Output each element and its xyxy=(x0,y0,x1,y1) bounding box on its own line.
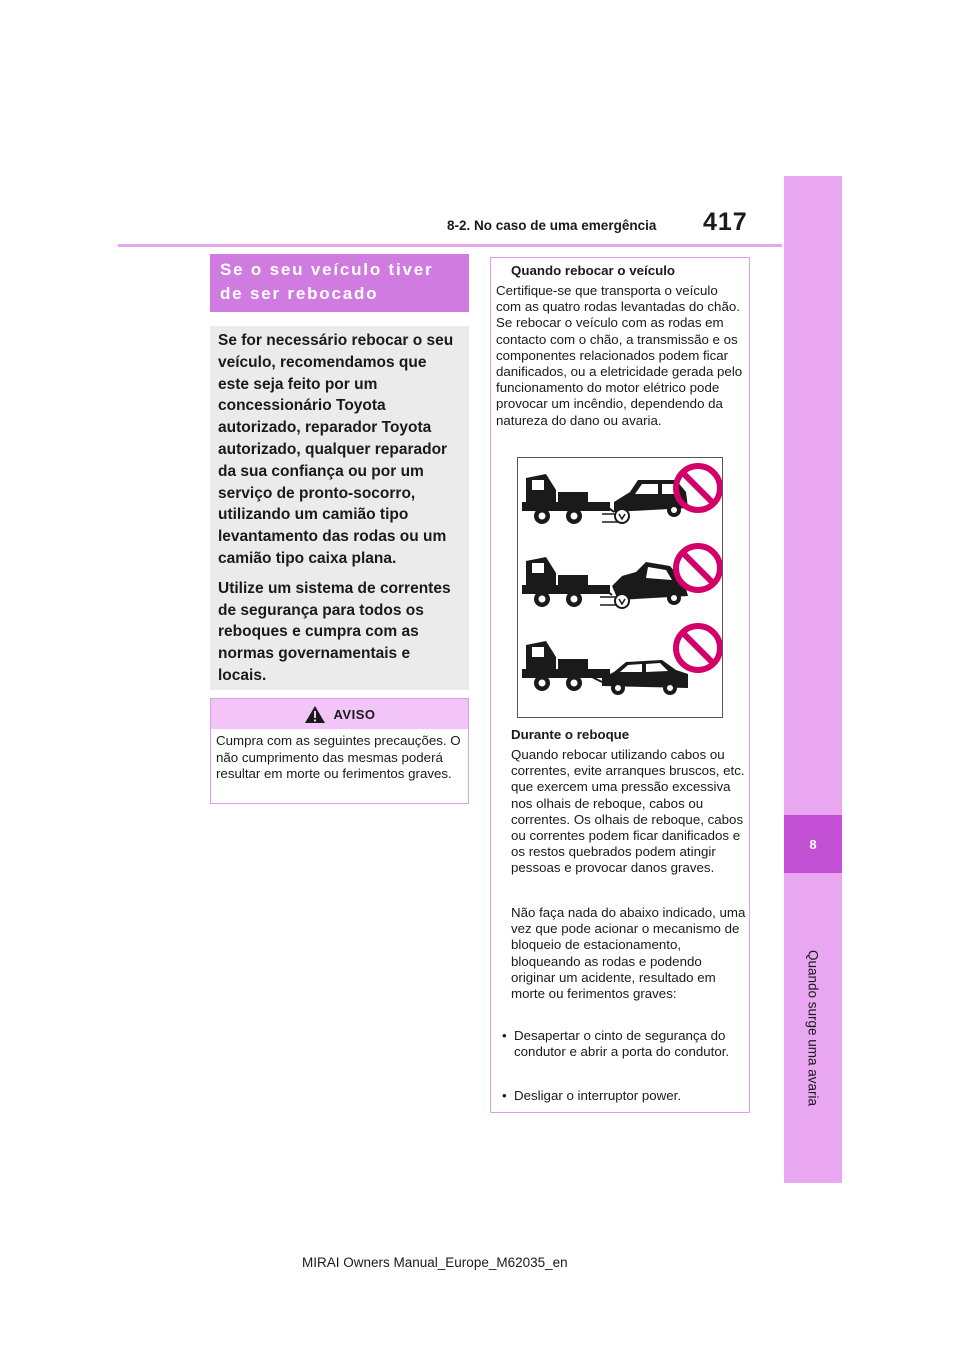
bullet-text-1: Desapertar o cinto de segurança do condutor e abrir a porta do condutor. xyxy=(514,1028,730,1060)
intro-box xyxy=(210,326,469,690)
during-towing-text: Quando rebocar utilizando cabos ou correntes, evite arranques bruscos, etc. que exercem uma pressão excessiva nos olhais de reboque, cabos ou correntes. Os olhais de reboque, cabos ou correntes podem ficar danificados e os restos quebrados podem atingir pessoas e provocar danos graves. xyxy=(511,747,745,876)
bullet-item-1 xyxy=(494,1028,746,1060)
section-title: 8-2. No caso de uma emergência xyxy=(447,218,657,233)
chapter-title-text: Quando surge uma avaria xyxy=(805,949,821,1107)
bullet-dot: • xyxy=(502,1088,507,1103)
towing-illustration xyxy=(517,457,723,718)
during-towing-subheading: Durante o reboque xyxy=(511,727,630,742)
warning-title: AVISO xyxy=(333,706,376,722)
bullet-text-2: Desligar o interruptor power. xyxy=(514,1088,682,1103)
footer-doc-id: MIRAI Owners Manual_Europe_M62035_en xyxy=(302,1255,568,1270)
warning-triangle-icon xyxy=(304,705,326,724)
towing-methods-svg xyxy=(518,458,722,717)
tow-row-2 xyxy=(522,546,720,608)
intro-paragraph-1: Se for necessário rebocar o seu veículo, recomendamos que este seja feito por um concessionário Toyota autorizado, reparador Toyota autorizado, qualquer reparador da sua confiança ou por um serviço de pronto-socorro, utilizando um camião tipo levantamento das rodas ou um camião tipo caixa plana. xyxy=(218,332,454,567)
bullet-dot: • xyxy=(502,1028,507,1043)
towing-text: Certifique-se que transporta o veículo com as quatro rodas levantadas do chão. Se rebocar o veículo com as rodas em contacto com o chão, a transmissão e os componentes relacionados podem ficar danificados, ou a eletricidade gerada pelo funcionamento do motor elétrico pode provocar um incêndio, dependendo da natureza do dano ou avaria. xyxy=(496,283,743,428)
warning-header xyxy=(211,699,468,729)
warning-text: Cumpra com as seguintes precauções. O não cumprimento das mesmas poderá resultar em morte ou ferimentos graves. xyxy=(216,733,461,781)
intro-paragraph-2: Utilize um sistema de correntes de segurança para todos os reboques e cumpra com as normas governamentais e locais. xyxy=(218,579,451,684)
tow-row-3 xyxy=(522,626,720,695)
header-rule xyxy=(118,244,782,247)
tow-row-1 xyxy=(522,466,720,524)
bullet-item-2 xyxy=(494,1088,746,1104)
towing-subheading: Quando rebocar o veículo xyxy=(511,263,676,278)
warning-box xyxy=(210,698,469,804)
do-not-text: Não faça nada do abaixo indicado, uma vez que pode acionar o mecanismo de bloqueio de estacionamento, bloqueando as rodas e podendo originar um acidente, resultado em morte ou ferimentos graves: xyxy=(511,905,746,1002)
page-number: 417 xyxy=(703,208,748,236)
section-heading: Se o seu veículo tiver de ser rebocado xyxy=(210,254,469,312)
chapter-number-tab[interactable]: 8 xyxy=(784,815,842,873)
